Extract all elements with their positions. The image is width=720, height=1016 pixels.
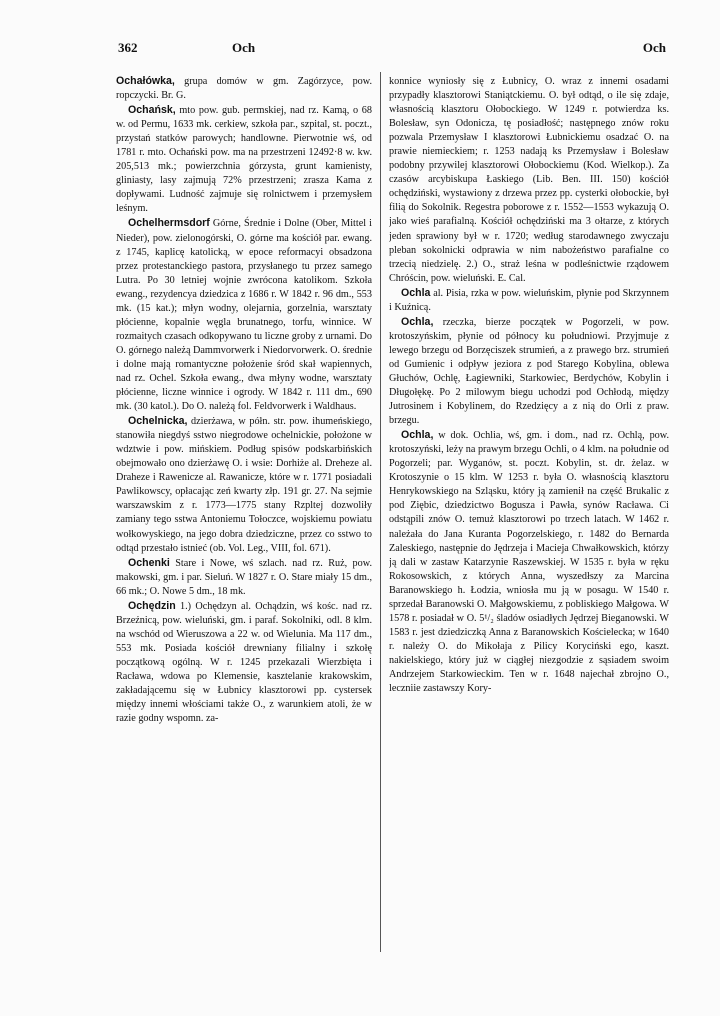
entry-text: Górne, Średnie i Dolne (Ober, Mittel i Nieder), pow. zielonogórski, O. górne ma kościół par. ewang. z 1745, kaplicę katolicką, w epoce reformacyi obsadzona przez protestanckiego pastora, przysłanego tu przez samego Lutra. Po 30 letniej wojnie zwrócona katolikom. Szkoła ewang., rezydencya dziedzica z 1686 r. W 1842 r. 96 dm., 553 mk. (15 kat.); młyn wodny, olejarnia, gorzelnia, warsztaty płócienne, kopalnie węgla brunatnego, torfu, winnice. W rozmaitych czasach odkopywano tu liczne groby z urnami. Do O. górnego należą Dammvorwerk i Niedorvorwerk. O. średnie i dolne mają romantyczne położenie śród skał wapiennych, nad rz. Ochel. Szkoła ewang., dwa młyny wodne, warsztaty płócienne, liczne winnice i ogrody. W 1842 r. 111 dm., 690 mk. (30 katol.). Do O. należą fol. Feldvorwerk i Waldhaus. (116, 218, 372, 413)
entry-text: mto pow. gub. permskiej, nad rz. Kamą, o 68 w. od Permu, 1633 mk. cerkiew, szkoła par., szpital, st. poczt., przystań statków parowych; handlowne. Pierwotnie wś, od 1781 r. mto. Ochański pow. ma na przestrzeni 12492·8 w. kw. 205,513 mk.; powierzchnia górzysta, grunt kamienisty, gliniasty, lasy zajmują 72% przestrzeni; zrasza Kama z dopływami. Ludność zajmuje się rolnictwem i przemysłem leśnym. (116, 105, 372, 215)
entry-text: al. Pisia, rzka w pow. wieluńskim, płynie pod Skrzynnem i Kuźnicą. (389, 287, 669, 313)
entry-text: 1.) Ochędzyn al. Ochądzin, wś kośc. nad rz. Brzeźnicą, pow. wieluński, gm. i paraf. Sokolniki, odl. 8 klm. na wschód od Wieruszowa a 22 w. od Wielunia. Ma 117 dm., 553 mk. Posiada kościół drewniany filialny i szkołę początkową ogólną. W r. 1245 przekazali Wierzbięta i Racława, wdowa po Klemensie, kasztelanie krakowskim, zakładającemu się w Łubnicy klasztorowi pp. cystersek między innemi włościami także O., z warunkiem atoli, że w razie godny wspomn. za- (116, 600, 372, 725)
entry-headword: Ochla, (401, 315, 434, 328)
entry-text: Stare i Nowe, wś szlach. nad rz. Ruż, pow. makowski, gm. i par. Sieluń. W 1827 r. O. Stare miały 15 dm., 66 mk.; O. Nowe 5 dm., 18 mk. (116, 557, 372, 597)
page-number: 362 (118, 40, 138, 55)
entry-ochalowka (116, 74, 372, 103)
entry-ochla-pisia (389, 286, 669, 315)
entry-headword: Ochałówka, (116, 75, 175, 87)
left-column (116, 74, 372, 954)
entry-headword: Ochla, (401, 429, 434, 442)
entry-text: w dok. Ochlia, wś, gm. i dom., nad rz. Ochlą, pow. krotoszyński, leży na prawym brzegu Ochli, o 4 klm. na południe od Pogorzeli; par. Wyganów, st. poczt. Kobylin, st. dr. żelaz. w Krotoszynie o 15 klm. W 1253 r. była O. własnością klasztoru Henrykowskiego na Szląsku, który ją zamienił na część Brukalic z pod Ziębic, dziedzictwo Bogusza i Pawła, synów Racława. Ci odstąpili znów O. temuż klasztorowi po trzech latach. W 1462 r. należała do Jana Kuranta Pogorzelskiego, r. 1482 do Bernarda Zaleskiego, następnie do Jędrzeja i Macieja Chwałkowskich, którzy ją dali w zastaw Katarzynie Raszewskiej. W 1535 r. była w ręku Rokosowskich, z których Anna, wyszedłszy za Marcina Baranowskiego h. Łodzia, wniosła mu ją w posagu. W 1540 r. sprzedał Baranowski O. Małgowskiemu, z pobliskiego Małgowa. W 1578 r. posiadał w O. 5¹/₂ śladów osiadłych Jędrzej Bieganowski. W 1583 r. jest dziedziczką Anna z Baranowskich Kościelecka; w 1640 r. należy O. do Mikołaja z Pilicy Koryciński ego, kaszt. nakielskiego, który już w ciągłej niezgodzie z sąsiadem swoim Andrzejem Starkowieckim. Ten w r. 1648 najechał zbrojno O., leczniie zastawszy Kory- (389, 430, 669, 695)
entry-headword: Ochelnicka, (128, 415, 188, 428)
entry-text: konnice wyniosły się z Łubnicy, O. wraz z innemi osadami przypadły klasztorowi Staniątckiemu. O. był odtąd, o ile się zdaje, własnością klasztoru Ołobockiego. W 1249 r. potwierdza ks. Bolesław, syn Odonicza, tę posiadłość; następnego znów roku pozwala Przemysław I klasztorowi Łubnickiemu osadzać O. na prawie niemieckiem; r. 1253 nadają ks Przemysław i Bolesław podobny przywilej klasztorowi Ołobockiemu (Kod. Wielkop.). Za czasów arcybiskupa Łaskiego (Lib. Ben. III. 150) kościół ochędziński, wystawiony z drzewa przez pp. cysterki ołobockie, był filią do Sokolnik. Regestra poborowe z r. 1552—1553 wykazują O. jako wieś parafialną. Kościół ochędziński ma 3 ołtarze, z których jeden sprawiony był w r. 1720; według starodawnego zwyczaju pleban sokolnicki odprawia w nim nabożeństwo parafialne co trzecią niedzielę. 2.) O., straż leśna w podleśnictwie rządowem Chróścin, pow. wieluński. E. Cal. (389, 76, 669, 284)
entry-text: dzierżawa, w półn. str. pow. ihumeńskiego, stanowiła niegdyś sstwo niegrodowe ochelnickie, położone w wdztwie i pow. mińskiem. Podług spisów podskarbińskich obejmowało ono dzierżawę O. i wsie: Dorhiże al. Dreheze al. Draheze i Rawenicze al. Rawanicze, które w r. 1771 posiadali Pawlikowscy, opłacając zeń kwarty złp. 191 gr. 27. Na sejmie warszawskim z r. 1773—1775 stany Rzpltej dozwoliły zamiany tego sstwa Antoniemu Tołoczce, wojskiemu powiatu wołkowyskiego, na jego dobra dziedziczne, przez co sstwo to odtąd przestało istnieć (ob. Vol. Leg., VIII, fol. 671). (116, 416, 372, 554)
entry-continuation (389, 74, 669, 286)
entry-text: rzeczka, bierze początek w Pogorzeli, w pow. krotoszyńskim, płynie od północy ku południowi. Przyjmuje z lewego brzegu od Borzęciszek strumień, a z prawego brz. strumień od Gumienic i odpływ jeziora z pod Starego Kobylina, oblewa Głuchów, Ochlę, Łagiewniki, Starkowiec, Berdychów, Kobylin i Długołękę. Po 2 milowym biegu uchodzi pod Ochłodą, między Jutrosinem i Kobylinem, do Rzedzięcy a z nią do Orli z praw. brzegu. (389, 316, 669, 427)
entry-headword: Ochędzin (128, 599, 176, 612)
entry-headword: Ochla (401, 286, 431, 299)
column-divider (380, 72, 381, 952)
entry-text: grupa domów w gm. Zagórzyce, pow. ropczycki. Br. G. (116, 76, 372, 102)
entry-ochedzin (116, 599, 372, 726)
entry-ochla-rzeczka (389, 315, 669, 428)
entry-headword: Ochelhermsdorf (128, 217, 210, 230)
running-head-left: Och (232, 40, 256, 55)
entry-headword: Ochańsk, (128, 104, 176, 117)
entry-ochelhermsdorf (116, 216, 372, 414)
entry-headword: Ochenki (128, 556, 170, 569)
right-column (389, 74, 669, 954)
entry-ochenki (116, 556, 372, 599)
running-head-right: Och (642, 40, 666, 55)
page-header (118, 40, 666, 60)
entry-ochelnicka (116, 414, 372, 555)
entry-ochansk (116, 103, 372, 216)
entry-ochla-wies (389, 428, 669, 696)
